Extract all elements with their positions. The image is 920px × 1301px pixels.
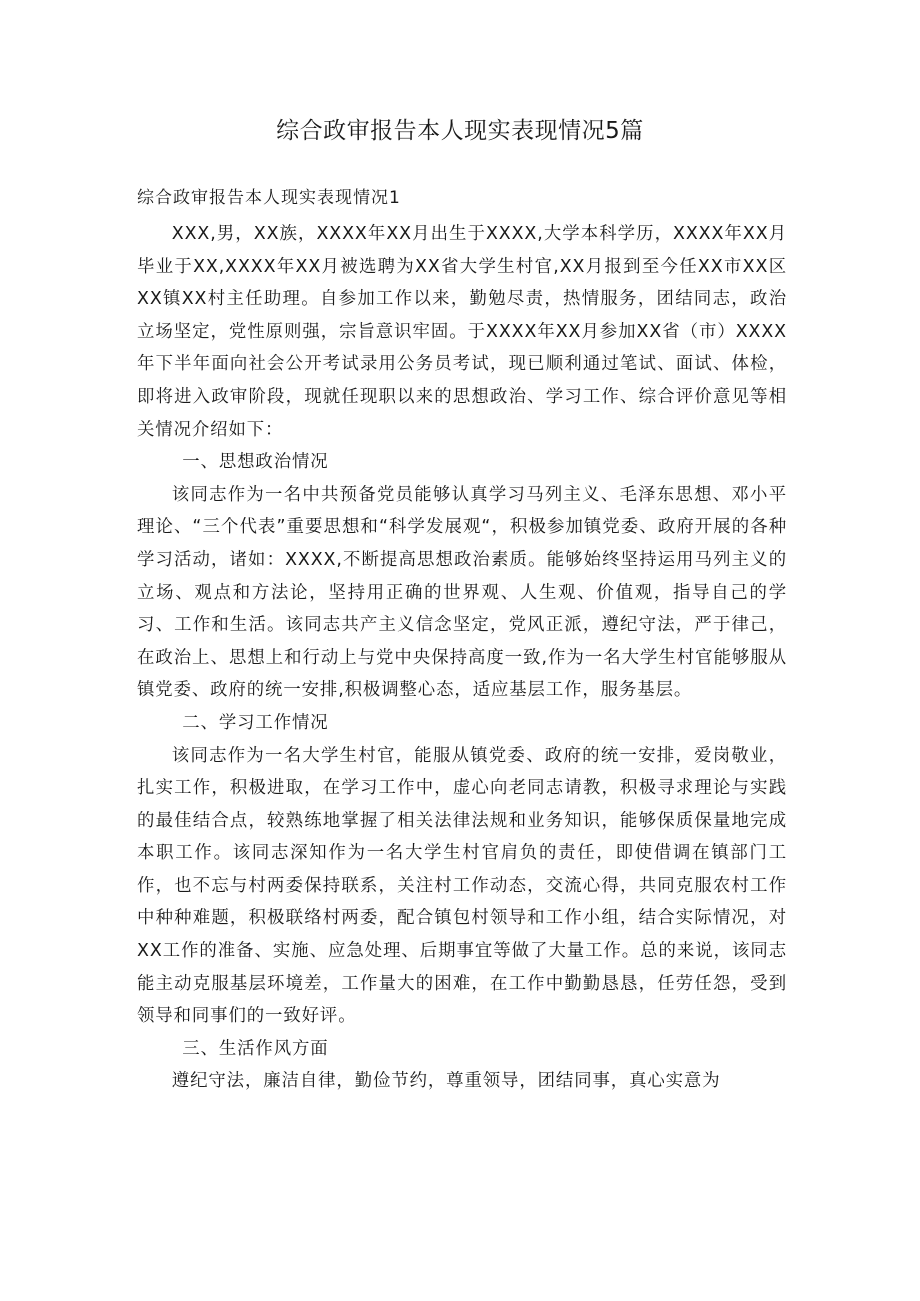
document-subtitle: 综合政审报告本人现实表现情况1	[137, 188, 401, 208]
section-text-politics: 该同志作为一名中共预备党员能够认真学习马列主义、毛泽东思想、邓小平理论、“三个代表”重要思想和“科学发展观“，积极参加镇党委、政府开展的各种学习活动，诸如：XXXX,不断提高思想政治素质。能够始终坚持运用马列主义的立场、观点和方法论，坚持用正确的世界观、人生观、价值观，指导自己的学习、工作和生活。该同志共产主义信念坚定，党风正派，遵纪守法，严于律己，在政治上、思想上和行动上与党中央保持高度一致,作为一名大学生村官能够服从镇党委、政府的统一安排,积极调整心态，适应基层工作，服务基层。	[137, 484, 787, 701]
section-heading-study-work: 二、学习工作情况	[182, 712, 329, 733]
section-heading-politics: 一、思想政治情况	[182, 452, 329, 473]
section-heading-lifestyle: 三、生活作风方面	[182, 1038, 329, 1059]
intro-paragraph: XXX,男，XX族，XXXX年XX月出生于XXXX,大学本科学历，XXXX年XX月毕业于XX,XXXX年XX月被选聘为XX省大学生村官,XX月报到至今任XX市XX区XX镇XX村主任助理。自参加工作以来，勤勉尽责，热情服务，团结同志，政治立场坚定，党性原则强，宗旨意识牢固。于XXXX年XX月参加XX省（市）XXXX年下半年面向社会公开考试录用公务员考试，现已顺利通过笔试、面试、体检，即将进入政审阶段，现就任现职以来的思想政治、学习工作、综合评价意见等相关情况介绍如下：	[137, 224, 787, 440]
document-title: 综合政审报告本人现实表现情况5篇	[276, 118, 644, 144]
document-body	[137, 218, 787, 1098]
section-text-study-work: 该同志作为一名大学生村官，能服从镇党委、政府的统一安排，爱岗敬业，扎实工作，积极进取，在学习工作中，虚心向老同志请教，积极寻求理论与实践的最佳结合点，较熟练地掌握了相关法律法规和业务知识，能够保质保量地完成本职工作。该同志深知作为一名大学生村官肩负的责任，即使借调在镇部门工作，也不忘与村两委保持联系，关注村工作动态，交流心得，共同克服农村工作中种种难题，积极联络村两委，配合镇包村领导和工作小组，结合实际情况，对XX工作的准备、实施、应急处理、后期事宜等做了大量工作。总的来说，该同志能主动克服基层环境差，工作量大的困难，在工作中勤勤恳恳，任劳任怨，受到领导和同事们的一致好评。	[137, 745, 787, 1027]
section-text-lifestyle: 遵纪守法，廉洁自律，勤俭节约，尊重领导，团结同事，真心实意为	[171, 1071, 721, 1092]
